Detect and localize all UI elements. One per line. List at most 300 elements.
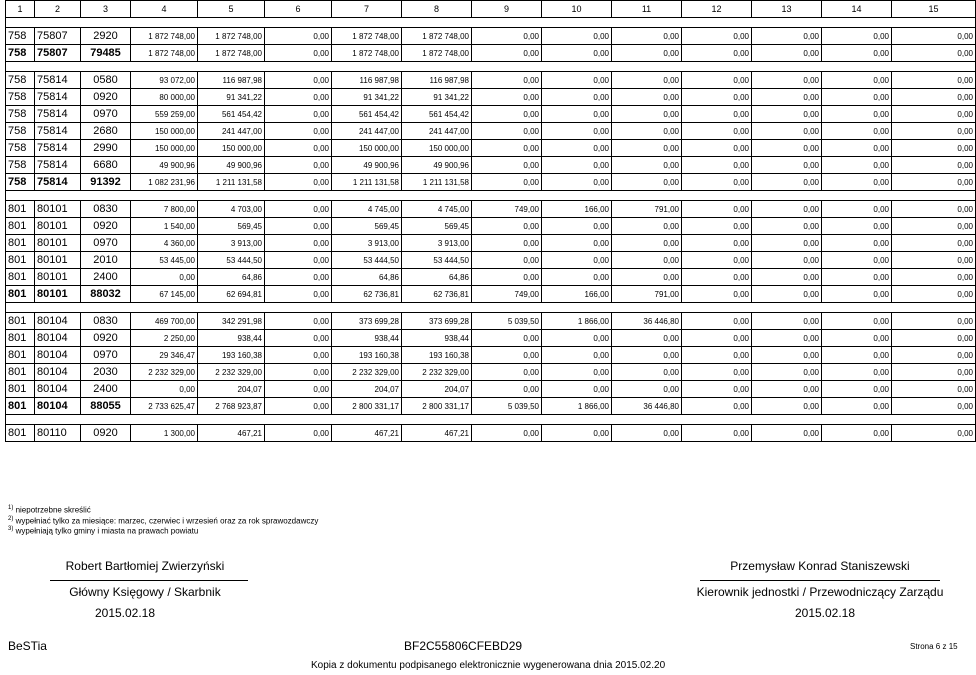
amount-cell: 0,00 [472,347,542,364]
rozdzial-cell: 80101 [35,235,81,252]
amount-cell: 0,00 [612,140,682,157]
amount-cell: 0,00 [612,381,682,398]
rozdzial-cell: 75814 [35,140,81,157]
amount-cell: 0,00 [752,106,822,123]
amount-cell: 204,07 [402,381,472,398]
amount-cell: 0,00 [472,140,542,157]
amount-cell: 0,00 [682,218,752,235]
amount-cell: 0,00 [682,381,752,398]
amount-cell: 0,00 [752,201,822,218]
amount-cell: 150 000,00 [198,140,265,157]
paragraf-cell: 2920 [81,28,131,45]
amount-cell: 0,00 [892,123,976,140]
amount-cell: 0,00 [892,218,976,235]
amount-cell: 0,00 [822,286,892,303]
amount-cell: 0,00 [265,313,332,330]
rozdzial-cell: 75807 [35,45,81,62]
amount-cell: 0,00 [612,252,682,269]
report-table [5,0,976,442]
amount-cell: 1 872 748,00 [332,28,402,45]
dzial-cell: 758 [6,28,35,45]
dzial-cell: 801 [6,381,35,398]
amount-cell: 0,00 [472,89,542,106]
rozdzial-cell: 80101 [35,269,81,286]
amount-cell: 0,00 [892,89,976,106]
e-sign-copy-note: Kopia z dokumentu podpisanego elektronicznie wygenerowana dnia 2015.02.20 [311,660,666,671]
amount-cell: 373 699,28 [332,313,402,330]
amount-cell: 0,00 [682,201,752,218]
paragraf-cell: 0830 [81,313,131,330]
amount-cell: 569,45 [332,218,402,235]
amount-cell: 0,00 [822,45,892,62]
amount-cell: 0,00 [265,174,332,191]
rozdzial-cell: 80104 [35,381,81,398]
group-spacer [6,415,976,425]
rozdzial-cell: 75814 [35,123,81,140]
dzial-cell: 801 [6,398,35,415]
amount-cell: 116 987,98 [332,72,402,89]
amount-cell: 49 900,96 [198,157,265,174]
amount-cell: 0,00 [265,89,332,106]
amount-cell: 0,00 [892,398,976,415]
amount-cell: 1 872 748,00 [198,45,265,62]
amount-cell: 2 232 329,00 [402,364,472,381]
amount-cell: 0,00 [752,425,822,442]
amount-cell: 559 259,00 [131,106,198,123]
amount-cell: 469 700,00 [131,313,198,330]
amount-cell: 2 232 329,00 [198,364,265,381]
amount-cell: 749,00 [472,201,542,218]
amount-cell: 0,00 [682,174,752,191]
amount-cell: 5 039,50 [472,313,542,330]
amount-cell: 91 341,22 [402,89,472,106]
amount-cell: 0,00 [822,364,892,381]
amount-cell: 29 346,47 [131,347,198,364]
total-row [6,45,976,62]
paragraf-cell: 0970 [81,347,131,364]
amount-cell: 0,00 [752,381,822,398]
table-row [6,330,976,347]
amount-cell: 0,00 [892,330,976,347]
amount-cell: 0,00 [542,123,612,140]
amount-cell: 53 445,00 [131,252,198,269]
rozdzial-cell: 75814 [35,106,81,123]
amount-cell: 0,00 [612,269,682,286]
amount-cell: 0,00 [265,252,332,269]
amount-cell: 0,00 [892,286,976,303]
amount-cell: 0,00 [682,140,752,157]
paragraf-cell: 79485 [81,45,131,62]
amount-cell: 0,00 [752,123,822,140]
amount-cell: 0,00 [472,269,542,286]
amount-cell: 1 872 748,00 [131,45,198,62]
dzial-cell: 801 [6,269,35,286]
table-row [6,425,976,442]
amount-cell: 0,00 [682,123,752,140]
amount-cell: 0,00 [892,347,976,364]
column-number: 13 [752,1,822,18]
footnote: $^{1)}$ niepotrzebne skreślić [8,505,91,515]
amount-cell: 53 444,50 [402,252,472,269]
paragraf-cell: 0830 [81,201,131,218]
dzial-cell: 801 [6,201,35,218]
amount-cell: 749,00 [472,286,542,303]
amount-cell: 0,00 [892,235,976,252]
amount-cell: 241 447,00 [198,123,265,140]
amount-cell: 0,00 [542,364,612,381]
amount-cell: 204,07 [332,381,402,398]
dzial-cell: 758 [6,89,35,106]
amount-cell: 0,00 [752,235,822,252]
amount-cell: 0,00 [752,398,822,415]
amount-cell: 0,00 [892,157,976,174]
amount-cell: 0,00 [265,347,332,364]
dzial-cell: 758 [6,45,35,62]
amount-cell: 342 291,98 [198,313,265,330]
amount-cell: 0,00 [752,157,822,174]
dzial-cell: 801 [6,347,35,364]
amount-cell: 0,00 [752,72,822,89]
amount-cell: 0,00 [822,174,892,191]
column-number: 10 [542,1,612,18]
amount-cell: 62 736,81 [332,286,402,303]
rozdzial-cell: 80110 [35,425,81,442]
amount-cell: 0,00 [822,106,892,123]
amount-cell: 0,00 [892,174,976,191]
amount-cell: 150 000,00 [131,140,198,157]
column-number-row [6,1,976,18]
amount-cell: 0,00 [822,201,892,218]
paragraf-cell: 2400 [81,381,131,398]
rozdzial-cell: 75814 [35,157,81,174]
table-row [6,89,976,106]
amount-cell: 938,44 [198,330,265,347]
amount-cell: 2 232 329,00 [332,364,402,381]
rozdzial-cell: 80101 [35,286,81,303]
amount-cell: 0,00 [612,330,682,347]
amount-cell: 0,00 [892,28,976,45]
paragraf-cell: 0920 [81,218,131,235]
column-number: 8 [402,1,472,18]
amount-cell: 0,00 [682,347,752,364]
dzial-cell: 801 [6,218,35,235]
amount-cell: 0,00 [265,235,332,252]
amount-cell: 0,00 [542,269,612,286]
paragraf-cell: 0970 [81,235,131,252]
dzial-cell: 801 [6,235,35,252]
amount-cell: 0,00 [612,106,682,123]
amount-cell: 467,21 [332,425,402,442]
amount-cell: 1 866,00 [542,398,612,415]
table-row [6,364,976,381]
amount-cell: 0,00 [822,330,892,347]
amount-cell: 4 745,00 [332,201,402,218]
amount-cell: 1 211 131,58 [332,174,402,191]
total-row [6,398,976,415]
paragraf-cell: 91392 [81,174,131,191]
amount-cell: 0,00 [892,252,976,269]
amount-cell: 0,00 [892,201,976,218]
amount-cell: 0,00 [472,330,542,347]
amount-cell: 0,00 [472,235,542,252]
amount-cell: 0,00 [822,140,892,157]
amount-cell: 193 160,38 [332,347,402,364]
amount-cell: 0,00 [472,157,542,174]
amount-cell: 91 341,22 [198,89,265,106]
amount-cell: 0,00 [822,347,892,364]
amount-cell: 1 872 748,00 [402,45,472,62]
rozdzial-cell: 80104 [35,347,81,364]
amount-cell: 561 454,42 [198,106,265,123]
left-signer-name: Robert Bartłomiej Zwierzyński [65,559,225,573]
footnote: $^{3)}$ wypełniają tylko gminy i miasta na prawach powiatu [8,526,199,536]
dzial-cell: 801 [6,425,35,442]
amount-cell: 561 454,42 [332,106,402,123]
amount-cell: 193 160,38 [402,347,472,364]
right-signer-name: Przemysław Konrad Staniszewski [730,559,910,573]
amount-cell: 1 211 131,58 [402,174,472,191]
app-name: BeSTia [8,639,47,653]
table-row [6,347,976,364]
column-number: 9 [472,1,542,18]
rozdzial-cell: 80101 [35,218,81,235]
amount-cell: 0,00 [612,28,682,45]
amount-cell: 150 000,00 [402,140,472,157]
amount-cell: 0,00 [612,347,682,364]
paragraf-cell: 0920 [81,425,131,442]
table-row [6,72,976,89]
amount-cell: 0,00 [472,72,542,89]
total-row [6,286,976,303]
amount-cell: 64,86 [332,269,402,286]
amount-cell: 0,00 [612,218,682,235]
amount-cell: 0,00 [612,425,682,442]
amount-cell: 0,00 [131,381,198,398]
column-number: 7 [332,1,402,18]
column-number: 11 [612,1,682,18]
amount-cell: 467,21 [198,425,265,442]
dzial-cell: 801 [6,286,35,303]
amount-cell: 0,00 [752,313,822,330]
amount-cell: 0,00 [265,218,332,235]
amount-cell: 0,00 [752,330,822,347]
paragraf-cell: 2990 [81,140,131,157]
amount-cell: 0,00 [612,174,682,191]
amount-cell: 0,00 [612,235,682,252]
amount-cell: 166,00 [542,201,612,218]
amount-cell: 166,00 [542,286,612,303]
amount-cell: 1 872 748,00 [131,28,198,45]
paragraf-cell: 2010 [81,252,131,269]
amount-cell: 62 736,81 [402,286,472,303]
amount-cell: 0,00 [472,381,542,398]
right-signer-role: Kierownik jednostki / Przewodniczący Zarządu [696,585,944,599]
amount-cell: 0,00 [472,123,542,140]
table-row [6,269,976,286]
table-row [6,235,976,252]
group-spacer [6,18,976,28]
column-number: 3 [81,1,131,18]
amount-cell: 193 160,38 [198,347,265,364]
amount-cell: 0,00 [822,72,892,89]
amount-cell: 0,00 [542,381,612,398]
left-signature-line [50,580,248,581]
column-number: 2 [35,1,81,18]
amount-cell: 1 540,00 [131,218,198,235]
dzial-cell: 758 [6,123,35,140]
rozdzial-cell: 80104 [35,313,81,330]
amount-cell: 241 447,00 [332,123,402,140]
amount-cell: 938,44 [332,330,402,347]
amount-cell: 49 900,96 [332,157,402,174]
amount-cell: 0,00 [612,45,682,62]
group-spacer [6,62,976,72]
amount-cell: 0,00 [752,286,822,303]
dzial-cell: 801 [6,313,35,330]
amount-cell: 0,00 [131,269,198,286]
amount-cell: 93 072,00 [131,72,198,89]
amount-cell: 0,00 [752,89,822,106]
amount-cell: 36 446,80 [612,313,682,330]
amount-cell: 0,00 [542,89,612,106]
amount-cell: 64,86 [198,269,265,286]
amount-cell: 0,00 [542,157,612,174]
rozdzial-cell: 80104 [35,398,81,415]
amount-cell: 0,00 [265,157,332,174]
amount-cell: 2 800 331,17 [332,398,402,415]
amount-cell: 0,00 [265,123,332,140]
amount-cell: 2 250,00 [131,330,198,347]
amount-cell: 0,00 [682,157,752,174]
amount-cell: 0,00 [472,28,542,45]
amount-cell: 0,00 [542,330,612,347]
paragraf-cell: 88055 [81,398,131,415]
amount-cell: 0,00 [682,252,752,269]
amount-cell: 0,00 [682,364,752,381]
amount-cell: 0,00 [682,89,752,106]
amount-cell: 0,00 [265,425,332,442]
dzial-cell: 801 [6,330,35,347]
amount-cell: 791,00 [612,286,682,303]
amount-cell: 938,44 [402,330,472,347]
amount-cell: 0,00 [682,235,752,252]
dzial-cell: 801 [6,252,35,269]
table-row [6,381,976,398]
amount-cell: 1 082 231,96 [131,174,198,191]
amount-cell: 1 872 748,00 [198,28,265,45]
amount-cell: 0,00 [472,364,542,381]
document-id: BF2C55806CFEBD29 [404,639,523,653]
amount-cell: 0,00 [682,313,752,330]
dzial-cell: 758 [6,157,35,174]
amount-cell: 0,00 [752,364,822,381]
amount-cell: 2 800 331,17 [402,398,472,415]
amount-cell: 0,00 [472,106,542,123]
amount-cell: 53 444,50 [198,252,265,269]
amount-cell: 1 872 748,00 [402,28,472,45]
amount-cell: 0,00 [265,140,332,157]
footnotes [8,504,318,536]
amount-cell: 0,00 [542,28,612,45]
amount-cell: 53 444,50 [332,252,402,269]
rozdzial-cell: 75807 [35,28,81,45]
amount-cell: 0,00 [682,28,752,45]
amount-cell: 0,00 [892,269,976,286]
amount-cell: 0,00 [542,218,612,235]
rozdzial-cell: 75814 [35,174,81,191]
amount-cell: 373 699,28 [402,313,472,330]
paragraf-cell: 88032 [81,286,131,303]
table-row [6,106,976,123]
amount-cell: 1 300,00 [131,425,198,442]
amount-cell: 0,00 [612,364,682,381]
amount-cell: 4 745,00 [402,201,472,218]
amount-cell: 116 987,98 [402,72,472,89]
paragraf-cell: 2400 [81,269,131,286]
amount-cell: 0,00 [542,235,612,252]
column-number: 15 [892,1,976,18]
amount-cell: 3 913,00 [332,235,402,252]
dzial-cell: 758 [6,174,35,191]
group-spacer [6,303,976,313]
amount-cell: 0,00 [682,106,752,123]
amount-cell: 4 703,00 [198,201,265,218]
amount-cell: 3 913,00 [402,235,472,252]
amount-cell: 2 733 625,47 [131,398,198,415]
column-number: 1 [6,1,35,18]
amount-cell: 204,07 [198,381,265,398]
table-row [6,252,976,269]
table-row [6,313,976,330]
amount-cell: 150 000,00 [332,140,402,157]
table-row [6,140,976,157]
rozdzial-cell: 75814 [35,72,81,89]
paragraf-cell: 2030 [81,364,131,381]
amount-cell: 0,00 [752,269,822,286]
amount-cell: 0,00 [542,45,612,62]
amount-cell: 1 872 748,00 [332,45,402,62]
amount-cell: 0,00 [265,106,332,123]
amount-cell: 0,00 [472,218,542,235]
left-sign-date: 2015.02.18 [94,606,156,620]
paragraf-cell: 6680 [81,157,131,174]
amount-cell: 0,00 [892,313,976,330]
report-table-body [6,1,976,442]
paragraf-cell: 0920 [81,89,131,106]
amount-cell: 0,00 [892,106,976,123]
amount-cell: 0,00 [265,381,332,398]
amount-cell: 0,00 [542,252,612,269]
amount-cell: 0,00 [542,347,612,364]
amount-cell: 569,45 [198,218,265,235]
amount-cell: 0,00 [612,72,682,89]
total-row [6,174,976,191]
amount-cell: 0,00 [265,398,332,415]
amount-cell: 0,00 [265,201,332,218]
amount-cell: 4 360,00 [131,235,198,252]
amount-cell: 0,00 [472,425,542,442]
amount-cell: 561 454,42 [402,106,472,123]
amount-cell: 62 694,81 [198,286,265,303]
dzial-cell: 801 [6,364,35,381]
amount-cell: 0,00 [682,330,752,347]
column-number: 5 [198,1,265,18]
table-row [6,157,976,174]
amount-cell: 80 000,00 [131,89,198,106]
column-number: 4 [131,1,198,18]
amount-cell: 0,00 [265,269,332,286]
table-row [6,218,976,235]
